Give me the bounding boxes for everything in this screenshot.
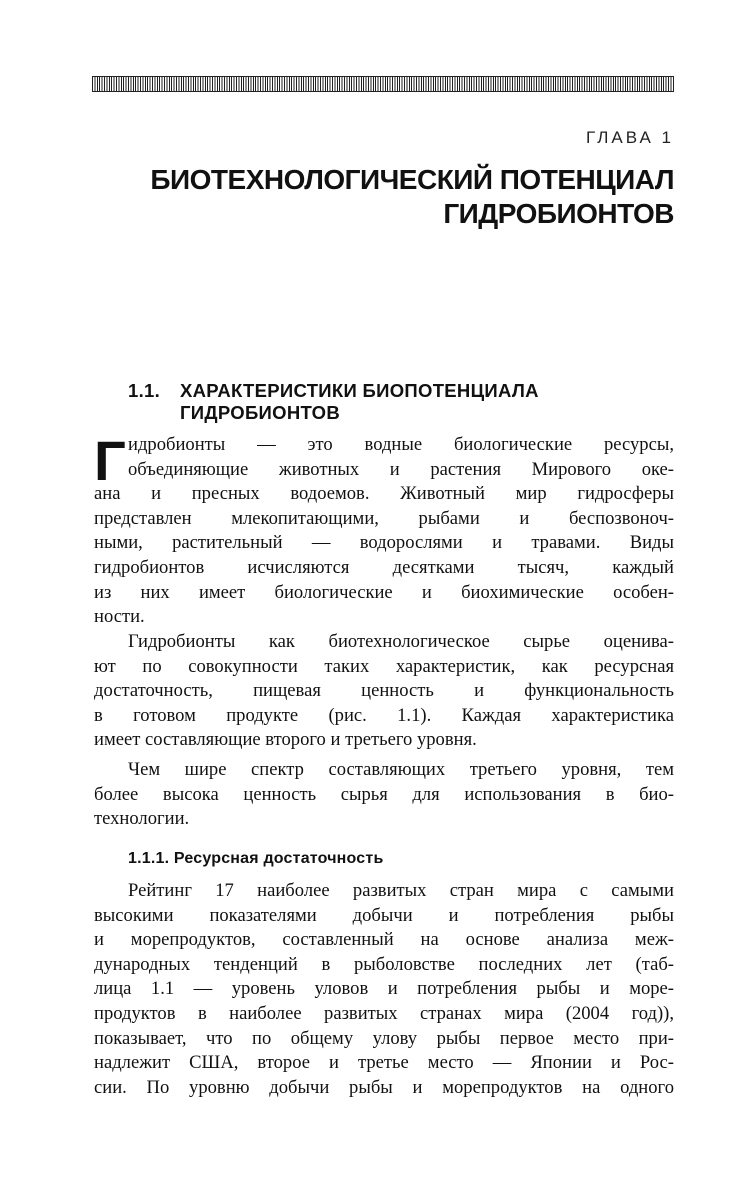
paragraph-characteristics — [94, 630, 674, 753]
text-line: в готовом продукте (рис. 1.1). Каждая характеристика — [94, 704, 674, 726]
text-line: гидробионтов исчисляются десятками тысяч, каждый — [94, 556, 674, 578]
chapter-title — [114, 163, 674, 231]
chapter-title-line: ГИДРОБИОНТОВ — [443, 198, 674, 229]
text-line: имеет составляющие второго и третьего уровня. — [94, 729, 477, 751]
text-line: технологии. — [94, 808, 190, 830]
text-line: ют по совокупности таких характеристик, как ресурсная — [94, 655, 674, 677]
text-line: ными, растительный — водорослями и травами. Виды — [94, 532, 674, 554]
text-line: из них имеет биологические и биохимические особен- — [94, 581, 674, 603]
text-line: высокими показателями добычи и потребления рыбы — [94, 904, 674, 926]
section-title — [128, 380, 688, 424]
text-line: и морепродуктов, составленный на основе анализа меж- — [94, 929, 674, 951]
drop-cap: Г — [94, 429, 126, 492]
text-line: более высока ценность сырья для использования в био- — [94, 783, 674, 805]
text-line: представлен млекопитающими, рыбами и беспозвоноч- — [94, 507, 674, 529]
text-line: показывает, что по общему улову рыбы первое место при- — [94, 1027, 674, 1049]
text-line: Чем шире спектр составляющих третьего уровня, тем — [128, 759, 674, 780]
text-line: идробионты — это водные биологические ресурсы, — [128, 434, 674, 455]
chapter-title-line: БИОТЕХНОЛОГИЧЕСКИЙ ПОТЕНЦИАЛ — [150, 164, 674, 195]
section-title-line: ХАРАКТЕРИСТИКИ БИОПОТЕНЦИАЛА — [180, 380, 539, 401]
section-title-line: ГИДРОБИОНТОВ — [180, 402, 340, 423]
text-line: ана и пресных водоемов. Животный мир гидросферы — [94, 483, 674, 505]
header-rule — [92, 76, 674, 92]
text-line: Рейтинг 17 наиболее развитых стран мира с самыми — [128, 880, 674, 901]
text-line: объединяющие животных и растения Мирового оке- — [128, 458, 674, 480]
text-line: сии. По уровню добычи рыбы и морепродуктов на одного — [94, 1076, 674, 1098]
section-number: 1.1. — [128, 380, 161, 401]
text-line: продуктов в наиболее развитых странах мира (2004 год)), — [94, 1002, 674, 1024]
text-line: ности. — [94, 606, 145, 628]
text-line: Гидробионты как биотехнологическое сырье оценива- — [128, 631, 674, 652]
text-line: достаточность, пищевая ценность и функциональность — [94, 680, 674, 702]
chapter-label: ГЛАВА 1 — [585, 128, 674, 147]
paragraph-rating — [94, 879, 674, 1100]
paragraph-intro — [94, 429, 674, 630]
text-line: лица 1.1 — уровень уловов и потребления рыбы и море- — [94, 978, 674, 1000]
paragraph-spectrum — [94, 758, 674, 832]
subsection-title: 1.1.1. Ресурсная достаточность — [128, 850, 384, 867]
text-line: дународных тенденций в рыболовстве последних лет (таб- — [94, 953, 674, 975]
text-line: надлежит США, второе и третье место — Японии и Рос- — [94, 1052, 674, 1074]
